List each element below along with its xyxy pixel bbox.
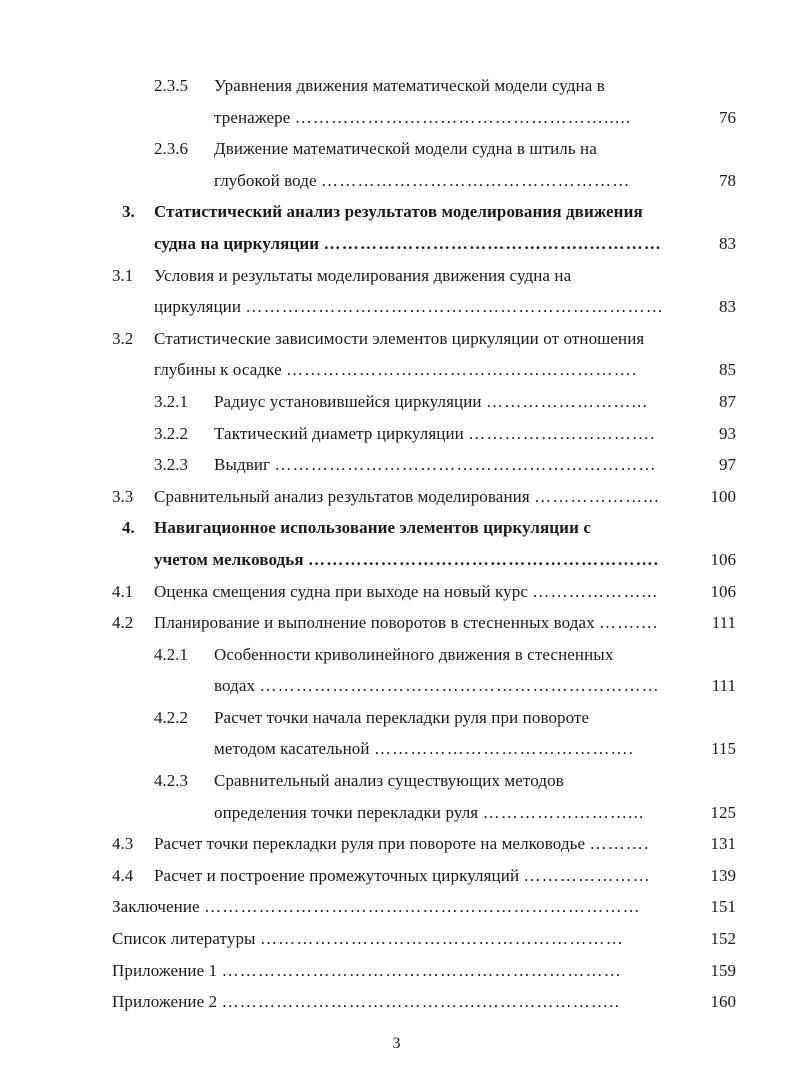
toc-entry-page: 93 [719,423,736,443]
toc-leader-dots: ……………………... [482,802,645,822]
toc-leader-dots: ………………... [532,581,658,601]
toc-entry-title [112,891,641,923]
toc-entry-number: 3.2 [112,328,134,348]
toc-entry-title [112,986,620,1018]
toc-entry-number: 4.4 [112,865,134,885]
toc-entry [0,260,793,292]
toc-entry-page: 160 [710,992,736,1012]
toc-entry-page: 125 [710,802,736,822]
toc-leader-dots: …………………………………………………… [259,929,624,949]
toc-entry-title [214,418,656,450]
toc-entry-page: 159 [710,960,736,980]
toc-entry [0,923,793,955]
toc-entry-title [154,323,644,355]
toc-entry [0,291,793,323]
toc-entry-number: 3.3 [112,486,134,506]
toc-entry-text: Приложение 1 [112,960,218,980]
toc-entry [0,102,793,134]
toc-entry-page: 151 [710,897,736,917]
toc-leader-dots: ………………………………………………………… [259,676,660,696]
toc-leader-dots: ………………... [534,486,660,506]
toc-leader-dots: ………. [589,834,650,854]
toc-entry-text: глубины к осадке [154,360,282,380]
toc-leader-dots: …………………………………………………. [286,360,638,380]
toc-entry-title [154,354,637,386]
toc-entry-text: Сравнительный анализ результатов моделирования [154,486,530,506]
toc-entry [0,544,793,576]
toc-leader-dots: ……………………………………………..... [294,107,632,127]
toc-entry-page: 83 [719,297,736,317]
toc-entry-title [214,449,657,481]
toc-entry [0,576,793,608]
toc-leader-dots: …………………………………….………………….. [221,992,621,1012]
toc-entry-text: Планирование и выполнение поворотов в стесненных водах [154,613,595,633]
toc-entry-page: 106 [710,549,736,569]
toc-entry-title [214,102,631,134]
toc-entry-page: 76 [719,107,736,127]
toc-entry-text: судна на циркуляции [154,233,320,253]
toc-entry-number: 4.2.2 [154,707,188,727]
toc-entry-number: 4.3 [112,834,134,854]
toc-entry [0,418,793,450]
toc-entry-title [214,70,605,102]
toc-leader-dots: …………………………………………………. [308,549,660,569]
toc-entry-title [154,291,664,323]
toc-entry-title [214,165,630,197]
toc-entry [0,354,793,386]
toc-entry-text: Список литературы [112,929,256,949]
toc-entry-number: 3. [122,202,135,222]
toc-entry-title [154,260,571,292]
toc-entry-page: 106 [710,581,736,601]
toc-entry [0,639,793,671]
toc-entry-title [154,607,659,639]
toc-entry-text: водах [214,676,256,696]
toc-leader-dots: ……………………………………. [373,739,635,759]
toc-leader-dots: ………………… [523,865,651,885]
toc-entry-text: Сравнительный анализ существующих методов [214,771,564,791]
toc-entry-text: определения точки перекладки руля [214,802,479,822]
toc-leader-dots: …………………………………………………………… [245,297,665,317]
toc-entry-text: методом касательной [214,739,370,759]
toc-entry [0,670,793,702]
page-number: 3 [392,1035,401,1052]
toc-entry-text: циркуляции [154,297,242,317]
toc-entry-title [154,228,662,260]
toc-entry-title [214,670,660,702]
toc-entry-text: глубокой воде [214,170,317,190]
toc-leader-dots: ………………………………………………………… [221,960,622,980]
toc-entry-title [154,860,651,892]
toc-entry-text: Оценка смещения судна при выходе на новый курс [154,581,529,601]
toc-entry-number: 3.2.3 [154,455,188,475]
toc-leader-dots: …………………………. [468,423,656,443]
toc-entry-number: 2.3.6 [154,139,188,159]
toc-entry-text: Приложение 2 [112,992,218,1012]
toc-entry-text: Особенности криволинейного движения в стесненных [214,644,614,664]
toc-leader-dots: ……………………………………..………… [323,233,662,253]
toc-entry-text: Расчет точки начала перекладки руля при повороте [214,707,590,727]
toc-entry-title [154,512,591,544]
toc-entry-title [214,133,597,165]
toc-entry-text: Тактический диаметр циркуляции [214,423,464,443]
toc-entry-number: 4.2.3 [154,771,188,791]
toc-entry-title [214,733,634,765]
toc-entry-text: Расчет точки перекладки руля при повороте на мелководье [154,834,586,854]
toc-entry-text: Статистические зависимости элементов циркуляции от отношения [154,328,645,348]
toc-entry-number: 3.2.1 [154,391,188,411]
toc-entry-page: 78 [719,170,736,190]
toc-entry-page: 152 [710,929,736,949]
toc-leader-dots: ……………………………………………………… [274,455,657,475]
toc-entry [0,449,793,481]
toc-entry-title [154,828,650,860]
toc-entry-page: 85 [719,360,736,380]
toc-entry-text: Уравнения движения математической модели судна в [214,76,605,95]
toc-entry [0,986,793,1018]
toc-entry-number: 2.3.5 [154,76,188,95]
table-of-contents [0,70,793,1018]
toc-leader-dots: ……………………………………………………………… [204,897,641,917]
toc-entry [0,70,793,102]
toc-entry [0,765,793,797]
toc-entry [0,481,793,513]
toc-entry-text: Навигационное использование элементов циркуляции с [154,518,591,538]
toc-entry [0,607,793,639]
toc-entry [0,702,793,734]
toc-entry-number: 4.1 [112,581,134,601]
toc-entry-title [154,196,643,228]
toc-entry-text: тренажере [214,107,291,127]
toc-entry-page: 100 [710,486,736,506]
toc-entry [0,512,793,544]
toc-entry-title [214,797,645,829]
toc-entry [0,323,793,355]
toc-leader-dots: …….… [599,613,660,633]
toc-leader-dots: …………………………………………… [321,170,631,190]
toc-entry-text: Заключение [112,897,200,917]
toc-entry-number: 3.1 [112,265,134,285]
toc-entry-text: учетом мелководья [154,549,304,569]
toc-entry-text: Расчет и построение промежуточных циркуляций [154,865,520,885]
toc-entry [0,386,793,418]
toc-entry-text: Радиус установившейся циркуляции [214,391,482,411]
toc-entry [0,228,793,260]
toc-entry [0,955,793,987]
toc-entry-title [112,955,622,987]
toc-entry [0,797,793,829]
toc-entry [0,196,793,228]
toc-entry-title [154,481,660,513]
toc-entry-title [214,639,613,671]
toc-entry-number: 4.2.1 [154,644,188,664]
toc-entry-text: Движение математической модели судна в штиль на [214,139,597,159]
toc-entry-title [214,765,564,797]
toc-entry-page: 83 [719,233,736,253]
toc-entry [0,891,793,923]
toc-entry-text: Условия и результаты моделирования движения судна на [154,265,572,285]
toc-entry-page: 131 [710,834,736,854]
toc-entry-title [154,576,658,608]
toc-entry-page: 115 [711,739,736,759]
toc-entry-title [214,702,589,734]
toc-entry-text: Выдвиг [214,455,271,475]
toc-entry-title [112,923,624,955]
toc-entry-text: Статистический анализ результатов моделирования движения [154,202,643,222]
toc-entry-title [154,544,659,576]
toc-entry-page: 87 [719,391,736,411]
toc-entry [0,165,793,197]
toc-entry-number: 4. [122,518,135,538]
toc-entry [0,860,793,892]
toc-entry-number: 4.2 [112,613,134,633]
toc-entry-page: 97 [719,455,736,475]
toc-entry-page: 111 [711,613,736,633]
toc-entry [0,133,793,165]
toc-entry-title [214,386,648,418]
toc-entry-page: 111 [711,676,736,696]
toc-entry [0,733,793,765]
toc-entry-number: 3.2.2 [154,423,188,443]
toc-leader-dots: ……………………... [486,391,648,411]
toc-entry [0,828,793,860]
toc-entry-page: 139 [710,865,736,885]
